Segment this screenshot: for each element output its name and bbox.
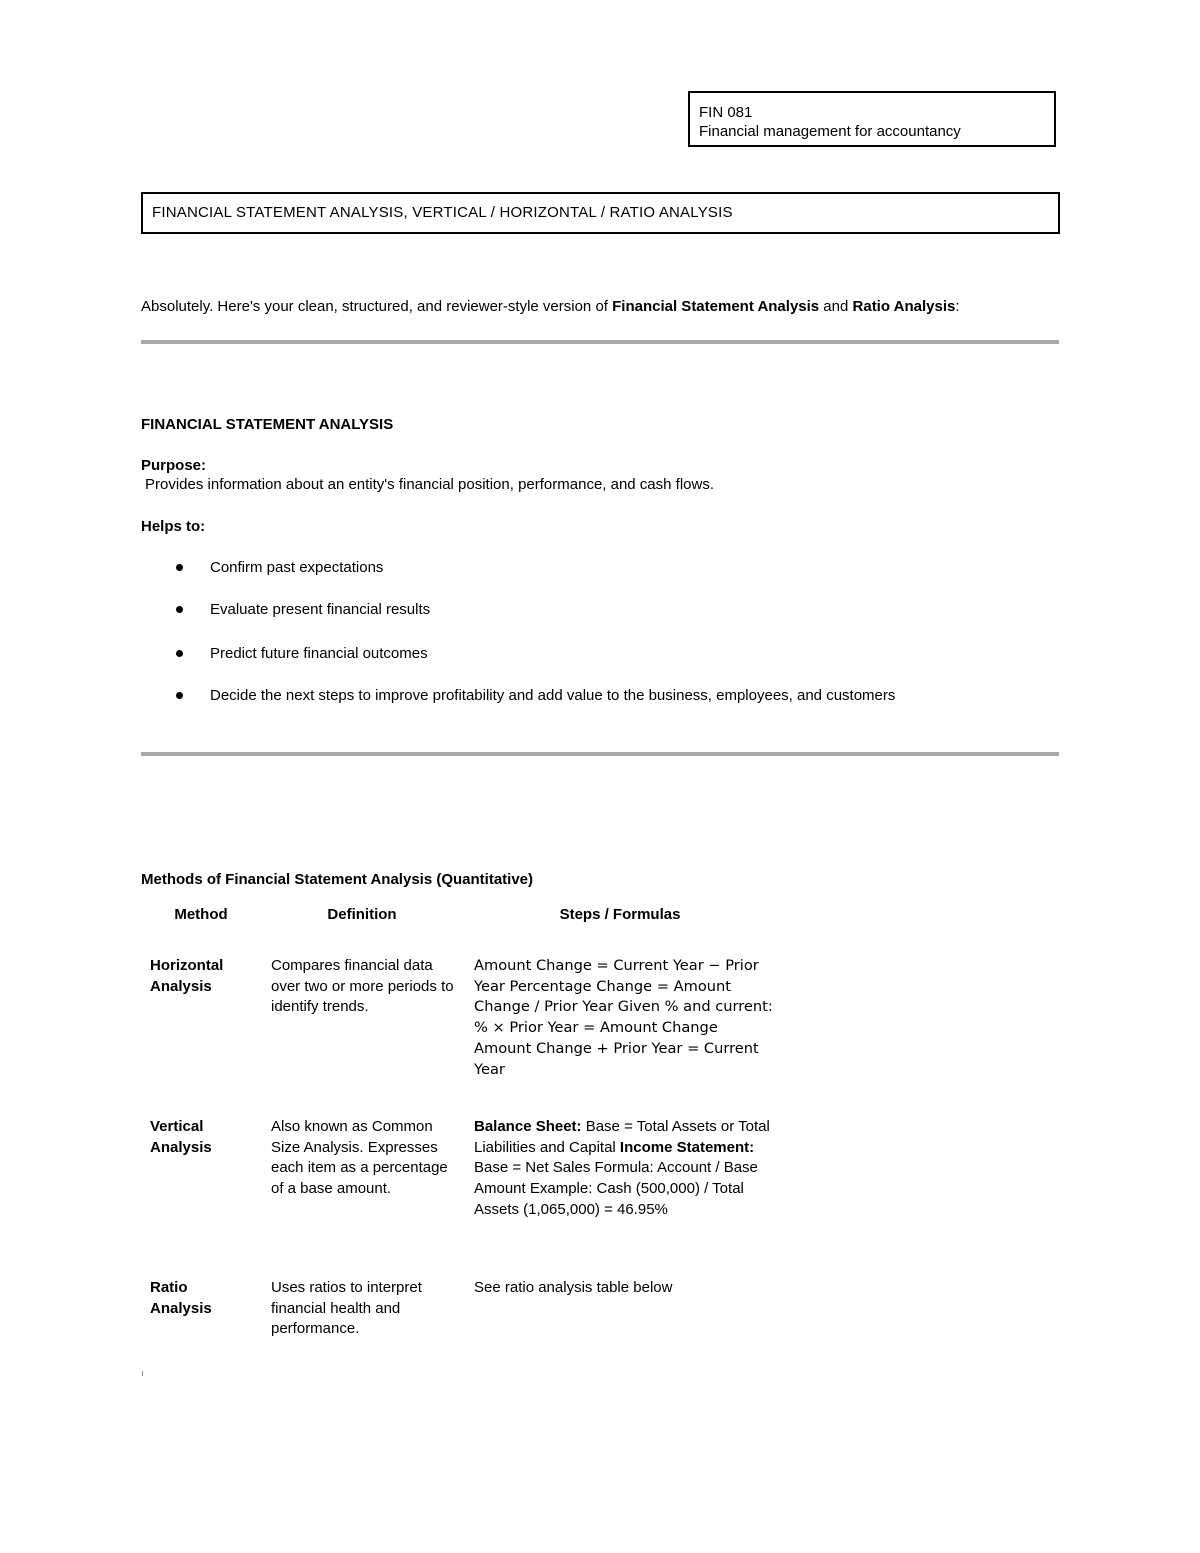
definition-cell: Uses ratios to interpret financial health and performance. xyxy=(271,1279,422,1338)
bullet-icon xyxy=(176,692,183,699)
list-item xyxy=(176,559,383,576)
list-item xyxy=(176,645,428,662)
table-header-definition: Definition xyxy=(327,906,397,923)
purpose-label: Purpose: xyxy=(141,457,207,474)
helps-label: Helps to: xyxy=(141,518,206,535)
steps-cell: Amount Change = Current Year − Prior Year Percentage Change = Amount Change / Prior Year Given % and current: % × Prior Year = Amount Change Amount Change + Prior Year = Current Year xyxy=(474,957,773,1078)
section-divider xyxy=(141,752,1059,756)
steps-cell: See ratio analysis table below xyxy=(474,1279,673,1296)
intro-paragraph xyxy=(141,298,960,315)
steps-cell xyxy=(474,1117,774,1221)
intro-suffix: : xyxy=(955,298,960,315)
steps-text: Base = Net Sales Formula: Account / Base Amount Example: Cash (500,000) / Total Assets (1,065,000) = 46.95% xyxy=(474,1159,758,1218)
method-cell: Horizontal Analysis xyxy=(150,957,224,995)
purpose-text: Provides information about an entity's financial position, performance, and cash flows. xyxy=(145,476,715,493)
definition-cell: Compares financial data over two or more periods to identify trends. xyxy=(271,957,454,1016)
intro-prefix: Absolutely. Here's your clean, structured, and reviewer-style version of xyxy=(141,298,613,315)
bullet-icon xyxy=(176,650,183,657)
bullet-icon xyxy=(176,564,183,571)
bullet-icon xyxy=(176,606,183,613)
table-header-method: Method xyxy=(174,906,228,923)
page-mark xyxy=(142,1371,143,1376)
table-header-steps: Steps / Formulas xyxy=(559,906,681,923)
section-divider xyxy=(141,340,1059,344)
course-code: FIN 081 xyxy=(699,104,753,121)
steps-bold-income-statement: Income Statement: xyxy=(619,1138,755,1156)
list-item-text: Confirm past expectations xyxy=(210,559,384,576)
method-cell: Vertical Analysis xyxy=(150,1118,212,1156)
intro-bold-ratio: Ratio Analysis xyxy=(852,298,956,315)
definition-cell: Also known as Common Size Analysis. Expresses each item as a percentage of a base amount. xyxy=(271,1118,448,1198)
steps-bold-balance-sheet: Balance Sheet: xyxy=(474,1118,582,1135)
list-item-text: Evaluate present financial results xyxy=(210,601,431,618)
list-item xyxy=(176,687,895,704)
list-item-text: Predict future financial outcomes xyxy=(210,645,428,662)
intro-middle: and xyxy=(819,298,853,315)
course-info-box xyxy=(688,91,1056,147)
methods-section-title: Methods of Financial Statement Analysis (Quantitative) xyxy=(141,871,534,888)
fsa-section-title: FINANCIAL STATEMENT ANALYSIS xyxy=(141,416,394,433)
list-item-text: Decide the next steps to improve profitability and add value to the business, employees, and customers xyxy=(210,687,896,704)
intro-bold-fsa: Financial Statement Analysis xyxy=(612,298,820,315)
list-item xyxy=(176,601,430,618)
steps-text: Base = Total Assets or Total Liabilities and Capital xyxy=(474,1118,770,1156)
document-title: FINANCIAL STATEMENT ANALYSIS, VERTICAL / HORIZONTAL / RATIO ANALYSIS xyxy=(152,204,733,221)
document-title-box xyxy=(141,192,1060,234)
course-name: Financial management for accountancy xyxy=(699,123,961,140)
method-cell: Ratio Analysis xyxy=(150,1279,212,1317)
